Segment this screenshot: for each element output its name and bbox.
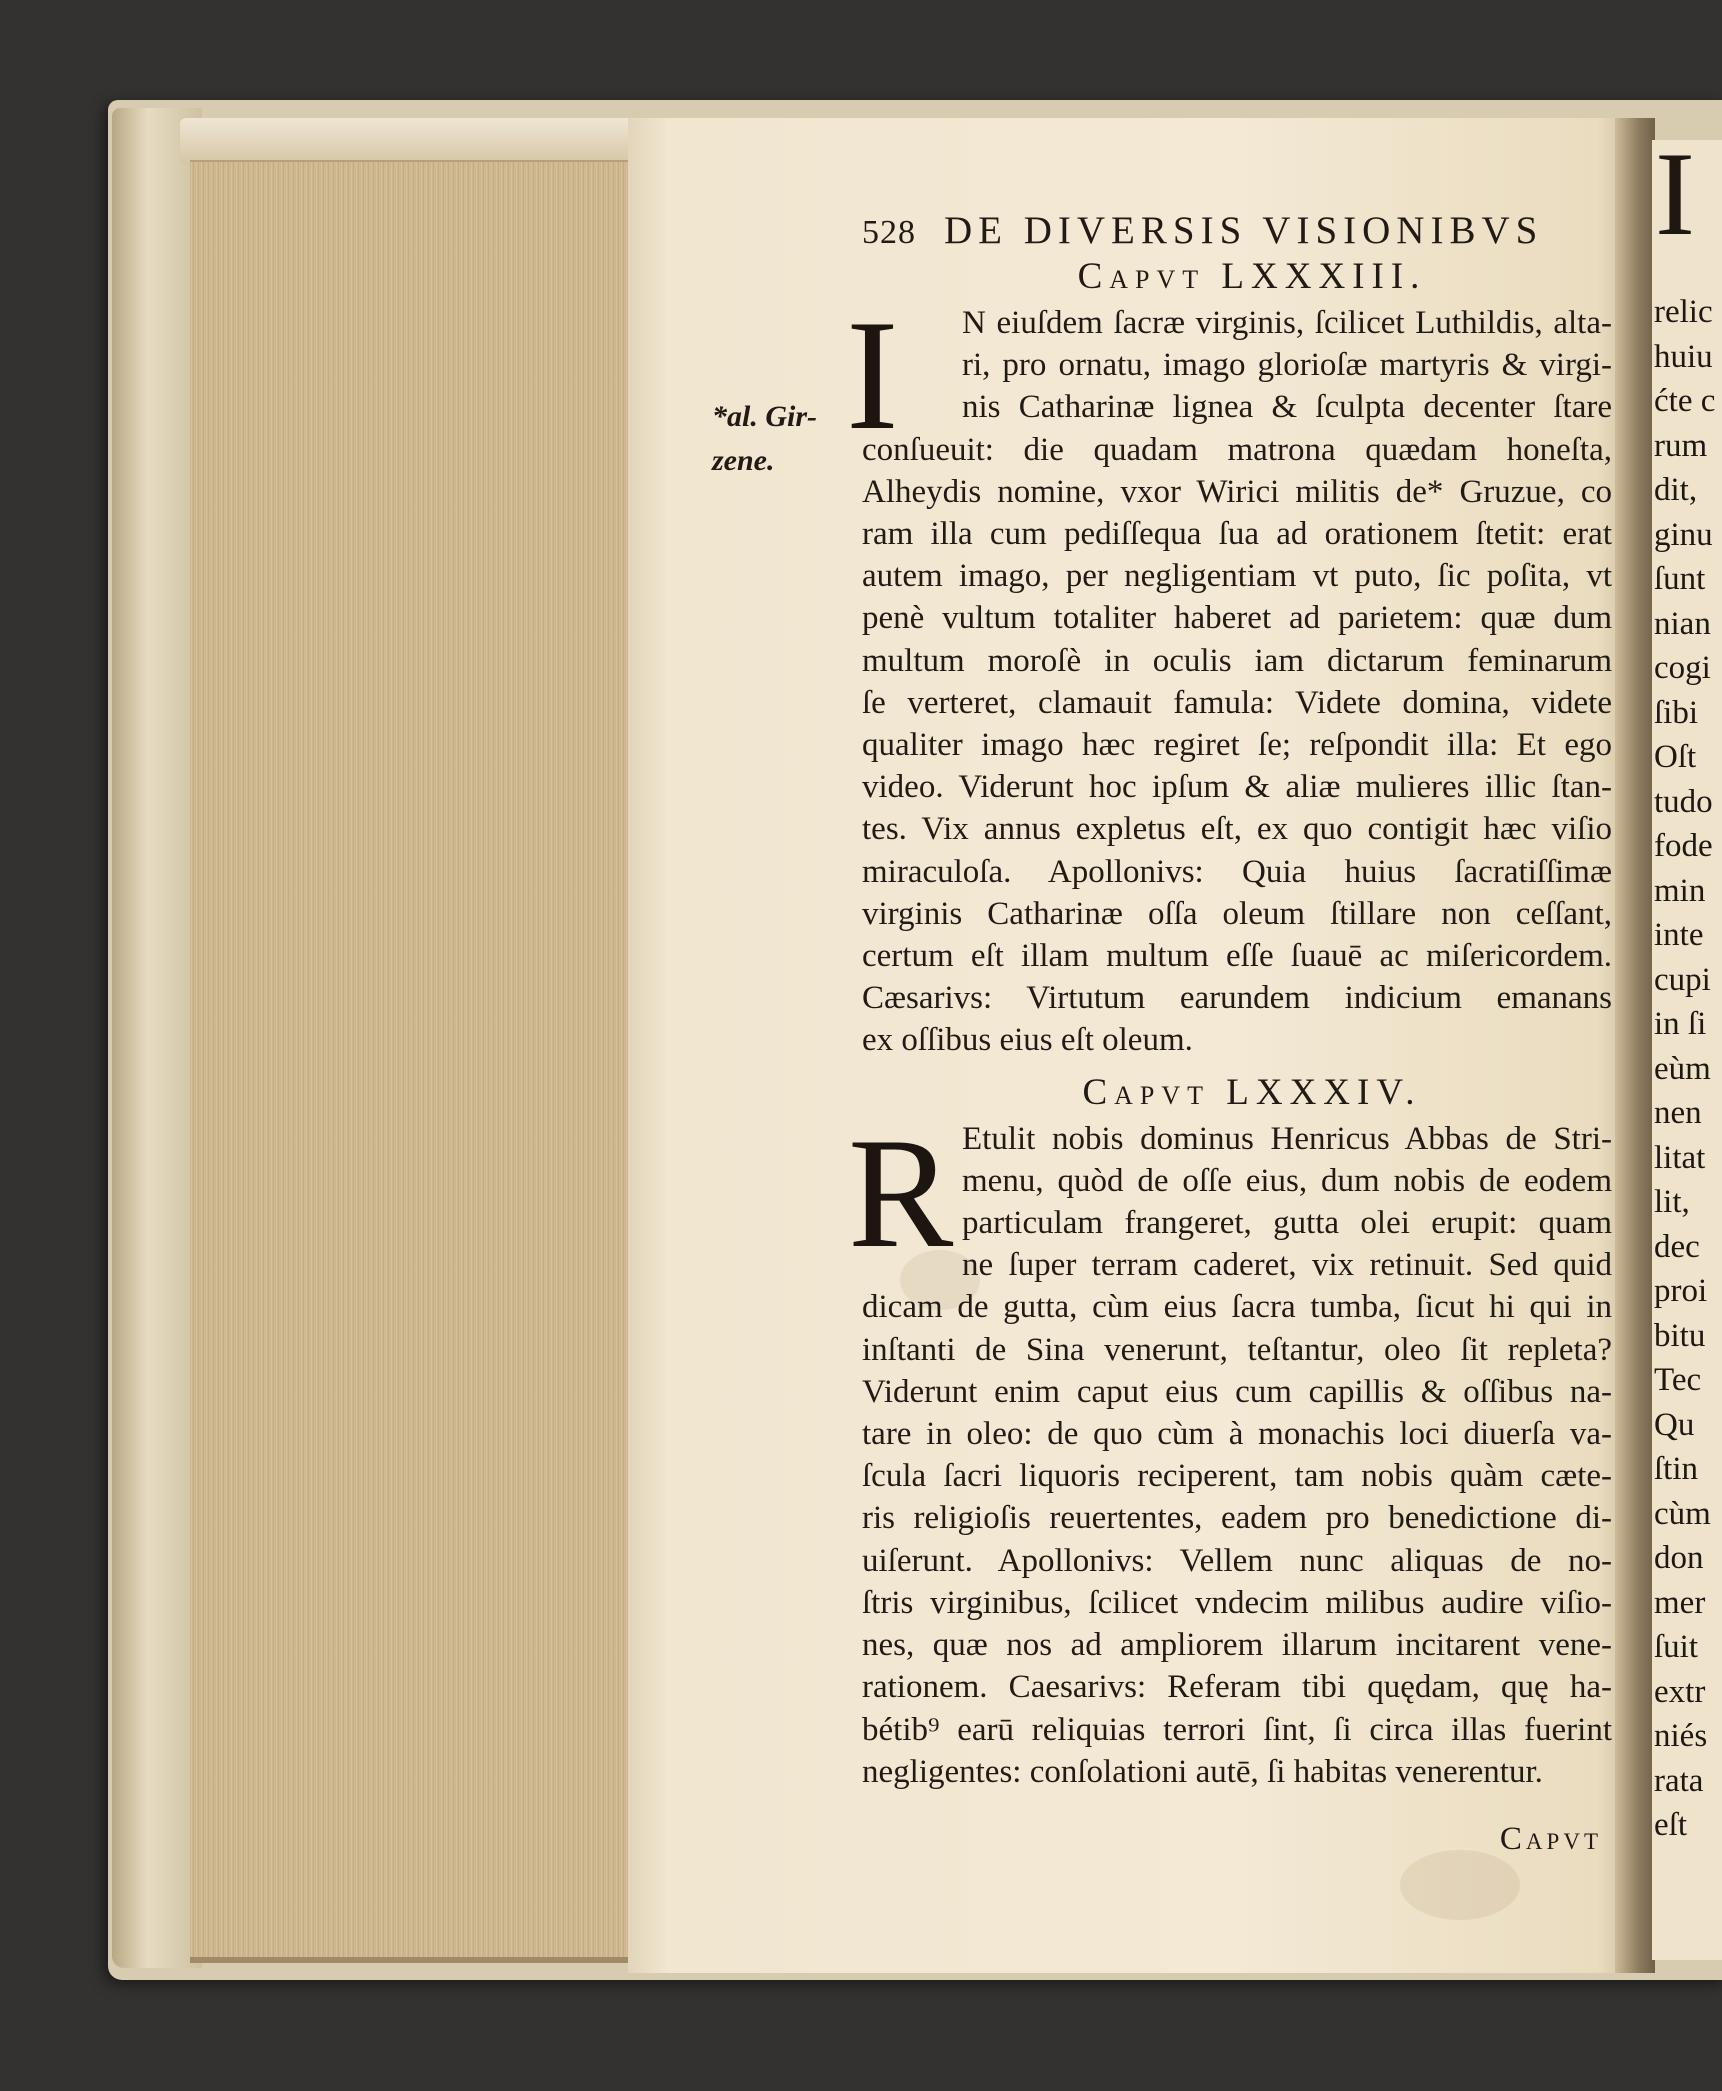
text-line: conſueuit: die quadam matrona quædam honeſta,	[862, 431, 1612, 468]
page-header	[862, 208, 1612, 252]
book-spine-edge	[112, 108, 202, 1968]
text-line: qualiter imago hæc regiret ſe; reſpondit illa: Et ego	[862, 727, 1612, 764]
chapter-84-body	[848, 1105, 1612, 1793]
next-page-line: mer	[1654, 1584, 1706, 1621]
chapter-84-lines	[862, 1118, 1612, 1793]
chapter-heading: Capvt LXXXIII.	[1077, 256, 1427, 297]
page-number: 528	[862, 214, 916, 251]
next-page-line: cùm	[1654, 1495, 1711, 1532]
next-page-line: extr	[1654, 1673, 1706, 1710]
text-line: tare in oleo: de quo cùm à monachis loci diuerſa va-	[862, 1416, 1612, 1453]
text-line: autem imago, per negligentiam vt puto, ſic poſita, vt	[862, 558, 1612, 595]
next-page-line: dit,	[1654, 472, 1698, 508]
next-page-lines	[1652, 290, 1722, 1848]
text-line: inſtanti de Sina venerunt, teſtantur, oleo ſit repleta?	[862, 1331, 1612, 1368]
page-text	[846, 208, 1612, 1858]
text-line: ex oſſibus eius eſt oleum.	[862, 1022, 1193, 1059]
next-page-line: relic	[1654, 294, 1713, 330]
next-page-line: ſibi	[1654, 694, 1699, 731]
catchword: Capvt	[1499, 1820, 1602, 1857]
next-page-line: fode	[1654, 828, 1713, 864]
drop-cap: R	[848, 1105, 954, 1281]
next-page-line: Tec	[1654, 1362, 1702, 1398]
text-line: video. Viderunt hoc ipſum & aliæ mulieres illic ſtan-	[862, 769, 1612, 806]
next-page-line: niés	[1654, 1718, 1708, 1754]
drop-cap: I	[846, 288, 899, 463]
marginal-note	[712, 395, 832, 483]
next-page-line: min	[1654, 872, 1706, 909]
text-line: certum eſt illam multum eſſe ſuauē ac miſericordem.	[862, 938, 1612, 975]
text-line: ne ſuper terram caderet, vix retinuit. Sed quid	[962, 1247, 1612, 1284]
text-line: Etulit nobis dominus Henricus Abbas de Stri-	[962, 1120, 1612, 1157]
next-page-line: Oſt	[1654, 739, 1697, 775]
next-page-line: nian	[1654, 605, 1711, 642]
next-page-line: rata	[1654, 1762, 1704, 1799]
next-page-line: eſt	[1654, 1807, 1687, 1843]
next-page-line: Qu	[1654, 1406, 1695, 1443]
chapter-heading: Capvt LXXXIV.	[1082, 1071, 1422, 1113]
text-line: Alheydis nomine, vxor Wirici militis de* Gruzue, co	[862, 473, 1612, 510]
next-page-drop-cap: I	[1655, 140, 1695, 260]
marginal-note-line: zene.	[712, 444, 775, 477]
marginal-note-line: *al. Gir-	[712, 400, 817, 433]
next-page-line: don	[1654, 1540, 1704, 1576]
text-line: negligentes: conſolationi autē, ſi habitas venerentur.	[862, 1753, 1543, 1790]
text-line: ri, pro ornatu, imago glorioſæ martyris & virgi-	[962, 347, 1612, 384]
next-page-line: ſuit	[1654, 1629, 1699, 1665]
next-page-line: ginu	[1654, 516, 1713, 553]
text-line: virginis Catharinæ oſſa oleum ſtillare non ceſſant,	[862, 895, 1612, 932]
gutter-shadow	[1615, 118, 1655, 1973]
text-line: dicam de gutta, cùm eius ſacra tumba, ſicut hi qui in	[862, 1289, 1612, 1326]
text-line: ris religioſis reuertentes, eadem pro benedictione di-	[862, 1500, 1612, 1537]
next-page-line: eùm	[1654, 1050, 1711, 1087]
next-page-line: litat	[1654, 1139, 1706, 1176]
paper-stain	[1400, 1850, 1520, 1920]
text-line: ſcula ſacri liquoris reciperent, tam nobis quàm cæte-	[862, 1458, 1612, 1495]
next-page-line: rum	[1654, 427, 1708, 464]
next-page-line: ſunt	[1654, 561, 1706, 597]
next-page-line: ſtin	[1654, 1451, 1699, 1487]
text-line: uiſerunt. Apollonivs: Vellem nunc aliquas de no-	[862, 1542, 1612, 1579]
text-line: bétib⁹ earū reliquias terrori ſint, ſi circa illas fuerint	[862, 1711, 1612, 1748]
text-line: ſe verteret, clamauit famula: Videte domina, videte	[862, 684, 1612, 721]
text-line: miraculoſa. Apollonivs: Quia huius ſacratiſſimæ	[862, 853, 1612, 890]
text-line: rationem. Caesarivs: Referam tibi quędam, quę ha-	[862, 1669, 1612, 1706]
next-page-line: cogi	[1654, 650, 1711, 686]
chapter-83-lines	[862, 302, 1612, 1062]
text-line: ſtris virginibus, ſcilicet vndecim milibus audire viſio-	[862, 1584, 1612, 1621]
next-page-line: proi	[1654, 1273, 1708, 1309]
page-block-top	[180, 118, 650, 164]
text-line: N eiuſdem ſacræ virginis, ſcilicet Luthildis, alta-	[962, 305, 1612, 341]
chapter-83-body	[846, 288, 1612, 1062]
text-line: particulam frangeret, gutta olei erupit: quam	[962, 1205, 1612, 1242]
text-line: Viderunt enim caput eius cum capillis & oſſibus na-	[862, 1373, 1612, 1410]
next-page-line: nen	[1654, 1095, 1702, 1131]
next-page-line: ćte c	[1654, 383, 1716, 419]
next-page-line: in ſi	[1654, 1006, 1707, 1042]
text-line: menu, quòd de oſſe eius, dum nobis de eodem	[962, 1162, 1612, 1199]
right-page-fragment	[1652, 140, 1722, 1960]
running-head: DE DIVERSIS VISIONIBVS	[944, 209, 1544, 252]
next-page-line: cupi	[1654, 961, 1711, 998]
text-line: nis Catharinæ lignea & ſculpta decenter ſtare	[962, 389, 1612, 426]
text-line: penè vultum totaliter haberet ad parietem: quæ dum	[862, 600, 1612, 637]
next-page-line: bitu	[1654, 1317, 1706, 1354]
page-block-edges	[190, 160, 650, 1963]
text-line: tes. Vix annus expletus eſt, ex quo contigit hæc viſio	[862, 811, 1612, 848]
text-line: multum moroſè in oculis iam dictarum feminarum	[862, 642, 1612, 679]
next-page-line: lit,	[1654, 1184, 1690, 1220]
text-line: nes, quæ nos ad ampliorem illarum incitarent vene-	[862, 1627, 1612, 1664]
next-page-line: huiu	[1654, 338, 1713, 375]
next-page-line: dec	[1654, 1228, 1700, 1265]
text-line: Cæsarivs: Virtutum earundem indicium emanans	[862, 980, 1612, 1017]
next-page-line: inte	[1654, 917, 1704, 953]
next-page-line: tudo	[1654, 783, 1713, 820]
text-line: ram illa cum pediſſequa ſua ad orationem ſtetit: erat	[862, 516, 1612, 553]
